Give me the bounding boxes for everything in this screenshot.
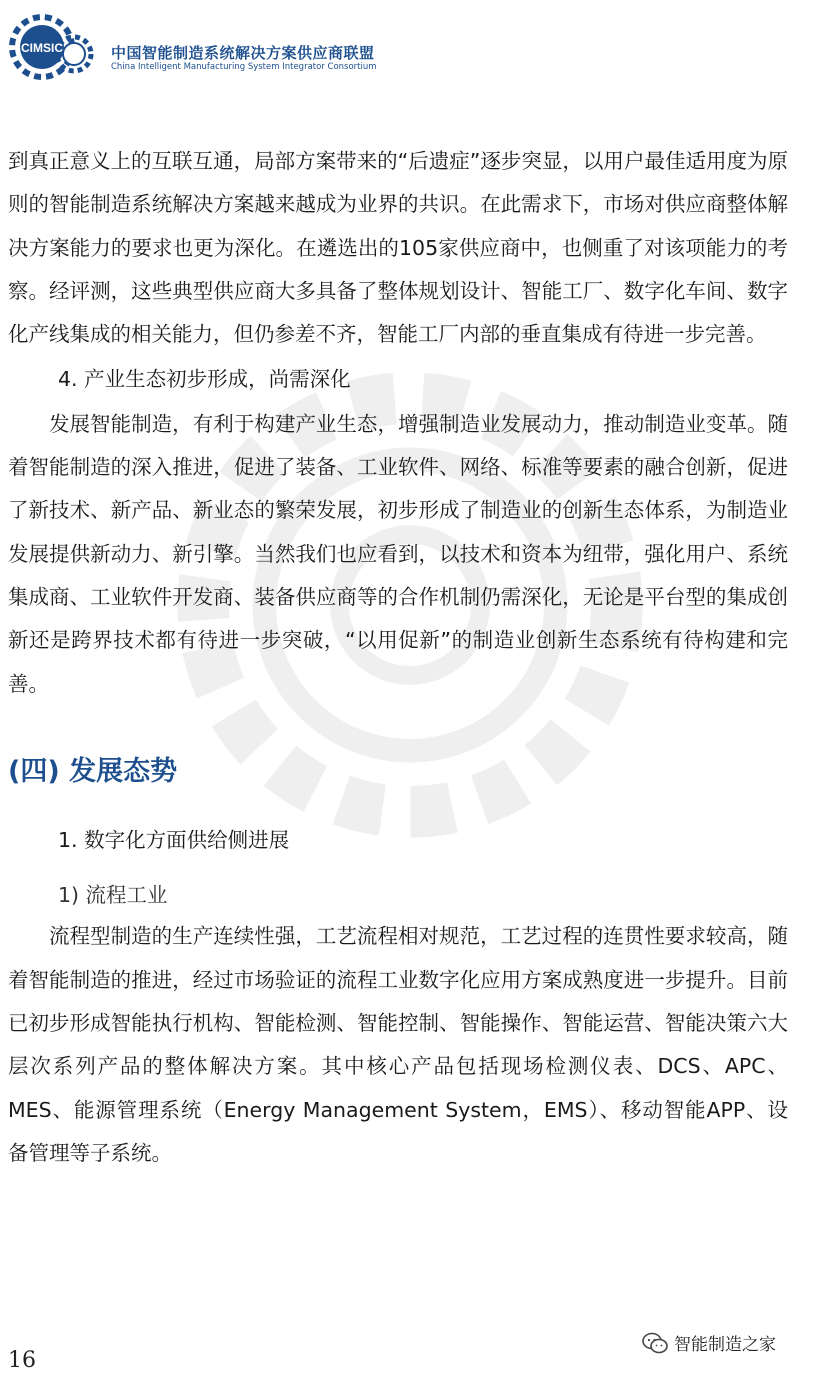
paragraph-ecosystem: 发展智能制造，有利于构建产业生态，增强制造业发展动力，推动制造业变革。随着智能制造的深入推进，促进了装备、工业软件、网络、标准等要素的融合创新，促进了新技术、新产品、新业态的繁荣发展，初步形成了制造业的创新生态体系，为制造业发展提供新动力、新引擎。当然我们也应看到，以技术和资本为纽带，强化用户、系统集成商、工业软件开发商、装备供应商等的合作机制仍需深化，无论是平台型的集成创新还是跨界技术都有待进一步突破，“以用促新”的制造业创新生态系统有待构建和完善。: [8, 411, 788, 696]
heading-digitalization: 1. 数字化方面供给侧进展: [58, 827, 290, 852]
brand-title-cn: 中国智能制造系统解决方案供应商联盟: [111, 44, 375, 62]
logo-text: CIMSIC: [21, 41, 63, 55]
article-body: [8, 140, 788, 1175]
subheading-process-industry: 1) 流程工业: [58, 883, 168, 908]
section-title: (四) 发展态势: [8, 755, 178, 787]
brand-title-en: China Intelligent Manufacturing System Integrator Consortium: [111, 62, 377, 72]
gear-logo-icon: [8, 12, 104, 82]
wechat-label: 智能制造之家: [674, 1335, 776, 1355]
heading-ecosystem: 4. 产业生态初步形成，尚需深化: [58, 367, 351, 392]
header: [8, 10, 428, 82]
page-number: 16: [8, 1348, 36, 1373]
paragraph-process-industry: 流程型制造的生产连续性强，工艺流程相对规范，工艺过程的连贯性要求较高，随着智能制造的推进，经过市场验证的流程工业数字化应用方案成熟度进一步提升。目前已初步形成智能执行机构、智能检测、智能控制、智能操作、智能运营、智能决策六大层次系列产品的整体解决方案。其中核心产品包括现场检测仪表、DCS、APC、MES、能源管理系统（Energy Management System，EMS）、移动智能APP、设备管理等子系统。: [8, 924, 788, 1165]
wechat-icon: [642, 1332, 668, 1354]
paragraph-intro: 到真正意义上的互联互通，局部方案带来的“后遗症”逐步突显，以用户最佳适用度为原则的智能制造系统解决方案越来越成为业界的共识。在此需求下，市场对供应商整体解决方案能力的要求也更为深化。在遴选出的105家供应商中，也侧重了对该项能力的考察。经评测，这些典型供应商大多具备了整体规划设计、智能工厂、数字化车间、数字化产线集成的相关能力，但仍参差不齐，智能工厂内部的垂直集成有待进一步完善。: [8, 149, 788, 347]
wechat-account: [642, 1330, 776, 1355]
